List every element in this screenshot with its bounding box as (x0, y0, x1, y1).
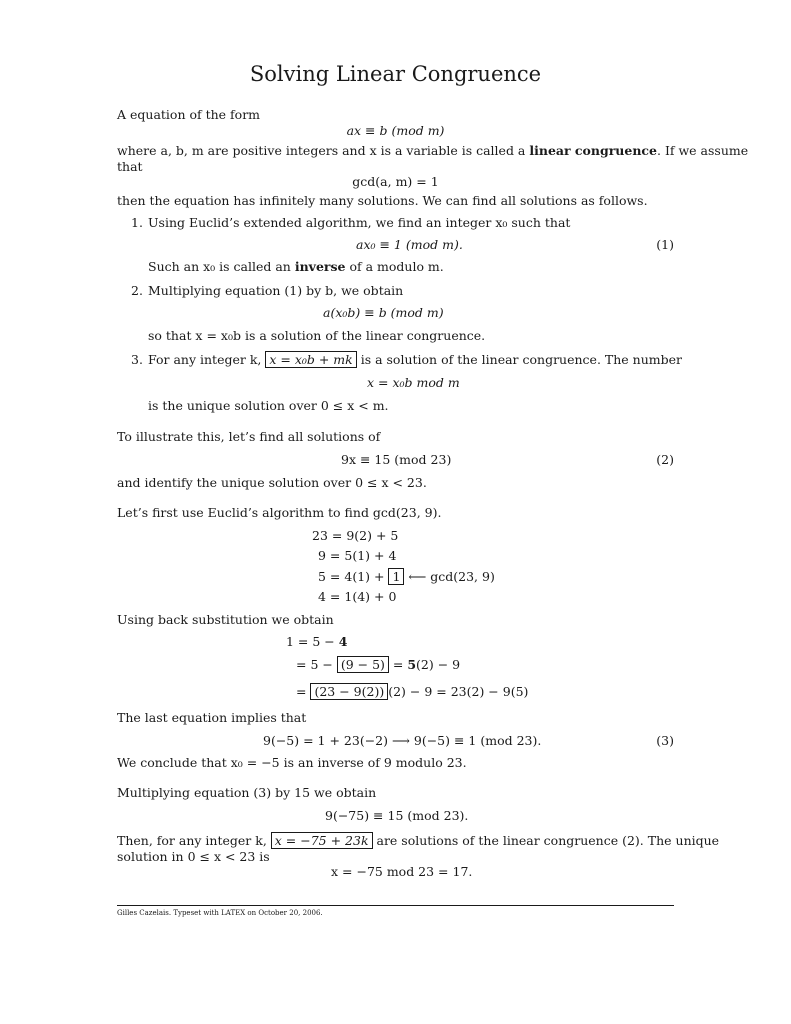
equation-step-2: a(x₀b) ≡ b (mod m) (323, 305, 444, 320)
euclid-step-3-text: 5 = 4(1) + (318, 569, 389, 584)
intro-line-1: A equation of the form (117, 107, 261, 122)
example-line-9: solution in 0 ≤ x < 23 is (117, 849, 270, 864)
intro-text: where a, b, m are positive integers and x is a variable is called a (117, 143, 530, 158)
page-title: Solving Linear Congruence (249, 62, 542, 86)
step-1-note (148, 259, 444, 275)
back-sub-1-bold: 4 (338, 634, 348, 649)
example-intro: To illustrate this, let’s find all solutions of (117, 429, 381, 444)
equation-general-congruence: ax ≡ b (mod m) (346, 123, 445, 138)
example-line-7: Multiplying equation (3) by 15 we obtain (117, 785, 377, 800)
equation-2-number: (2) (656, 452, 674, 467)
step-3-text-start: For any integer k, (148, 352, 266, 367)
step-1-note-text: Such an x₀ is called an (148, 259, 295, 274)
step-1-note-end: of a modulo m. (345, 259, 444, 274)
euclid-step-4: 4 = 1(4) + 0 (318, 589, 397, 604)
equation-gcd-condition: gcd(a, m) = 1 (352, 174, 439, 189)
step-2-note: so that x = x₀b is a solution of the linear congruence. (148, 328, 486, 343)
back-sub-line-3 (296, 684, 528, 700)
euclid-step-2: 9 = 5(1) + 4 (318, 548, 397, 563)
gcd-arrow-label: ⟵ gcd(23, 9) (404, 569, 495, 584)
equation-3-number: (3) (656, 733, 674, 748)
intro-text-end: . If we assume (657, 143, 749, 158)
back-sub-1-text: 1 = 5 − (286, 634, 339, 649)
example-line-5: The last equation implies that (117, 710, 307, 725)
boxed-gcd-value: 1 (388, 568, 404, 585)
boxed-substitution-2: (23 − 9(2)) (310, 683, 388, 700)
intro-line-3: that (117, 159, 143, 174)
back-sub-3-end: (2) − 9 = 23(2) − 9(5) (388, 684, 529, 699)
boxed-substitution-1: (9 − 5) (337, 656, 389, 673)
example-line-6: We conclude that x₀ = −5 is an inverse of 9 modulo 23. (117, 755, 467, 770)
example-line-4: Using back substitution we obtain (117, 612, 334, 627)
equation-1: ax₀ ≡ 1 (mod m). (356, 237, 463, 252)
back-sub-2-end: (2) − 9 (416, 657, 461, 672)
intro-line-2 (117, 143, 748, 159)
step-3-text-end: is a solution of the linear congruence. The number (356, 352, 682, 367)
step-1-text: Using Euclid’s extended algorithm, we find an integer x₀ such that (148, 215, 571, 230)
euclid-step-3 (318, 569, 495, 585)
equation-final-solution: x = −75 mod 23 = 17. (331, 864, 473, 879)
term-linear-congruence: linear congruence (529, 143, 657, 158)
equation-4: 9(−75) ≡ 15 (mod 23). (325, 808, 469, 823)
boxed-general-solution: x = x₀b + mk (265, 351, 356, 368)
step-2-number: 2. (131, 283, 143, 298)
boxed-example-solution: x = −75 + 23k (271, 832, 373, 849)
equation-1-number: (1) (656, 237, 674, 252)
step-1-number: 1. (131, 215, 143, 230)
back-sub-3-text: = (296, 684, 311, 699)
back-sub-line-2 (296, 657, 460, 673)
term-inverse: inverse (294, 259, 346, 274)
back-sub-2-bold: 5 (407, 657, 417, 672)
footer-divider (117, 905, 674, 906)
step-3-note: is the unique solution over 0 ≤ x < m. (148, 398, 389, 413)
euclid-step-1: 23 = 9(2) + 5 (312, 528, 399, 543)
back-sub-line-1 (286, 634, 347, 650)
intro-line-4: then the equation has infinitely many solutions. We can find all solutions as follows. (117, 193, 648, 208)
example-line-3: Let’s first use Euclid’s algorithm to find gcd(23, 9). (117, 505, 442, 520)
example-line-8-start: Then, for any integer k, (117, 833, 271, 848)
equation-2: 9x ≡ 15 (mod 23) (341, 452, 452, 467)
step-3-text (148, 352, 682, 368)
back-sub-2-eq: = (388, 657, 408, 672)
back-sub-2-text: = 5 − (296, 657, 337, 672)
footer-credit: Gilles Cazelais. Typeset with LATEX on October 20, 2006. (117, 909, 323, 917)
step-3-number: 3. (131, 352, 143, 367)
equation-unique-solution: x = x₀b mod m (367, 375, 460, 390)
equation-3: 9(−5) = 1 + 23(−2) ⟶ 9(−5) ≡ 1 (mod 23). (263, 733, 542, 748)
step-2-text: Multiplying equation (1) by b, we obtain (148, 283, 404, 298)
example-line-8 (117, 833, 719, 849)
example-line-8-end: are solutions of the linear congruence (2). The unique (372, 833, 720, 848)
example-line-2: and identify the unique solution over 0 ≤ x < 23. (117, 475, 427, 490)
